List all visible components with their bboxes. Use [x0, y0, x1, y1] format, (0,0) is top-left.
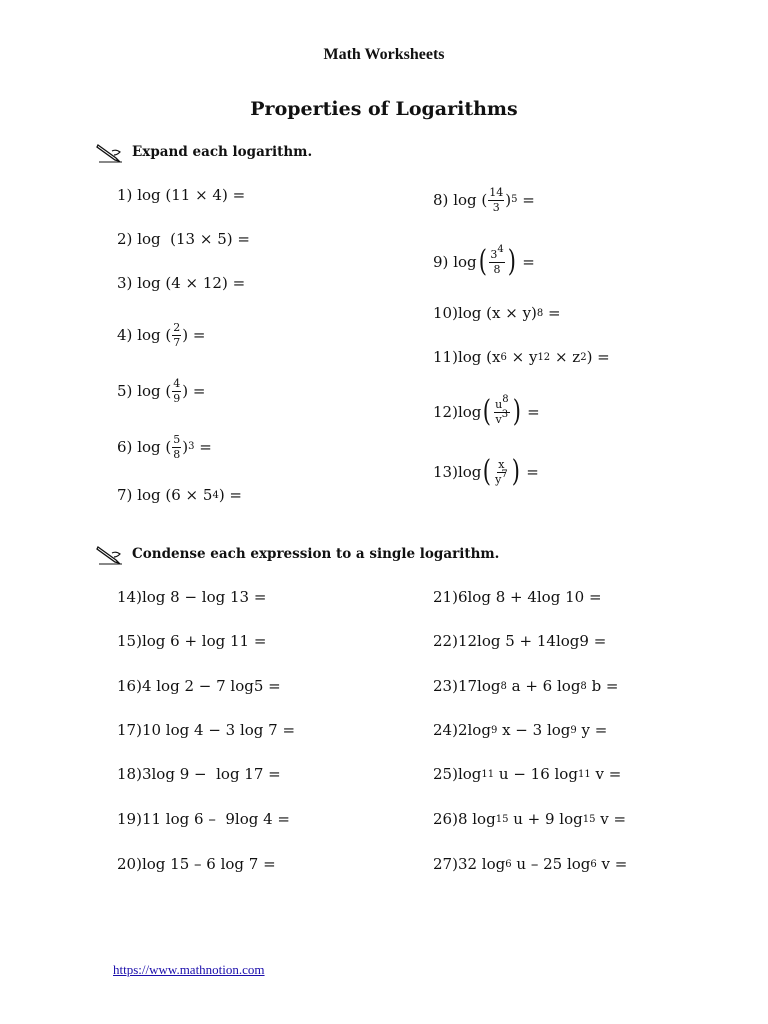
page-title: Properties of Logarithms: [250, 98, 518, 120]
fraction: $\frac{2}{7}$: [173, 320, 181, 349]
problem-2: 2) log (13 × 5) =: [117, 230, 250, 248]
fraction: $\frac{x}{y^7}$: [495, 457, 508, 486]
problem-13: 13) log ( $\frac{x}{y^7}$ ) =: [433, 454, 539, 489]
section-condense-heading: [96, 543, 499, 565]
fraction: $\frac{5}{8}$: [173, 432, 181, 461]
problem-27: 27) 32 log 6 u – 25 log 6 v =: [433, 855, 628, 873]
problem-24: 24) 2log 9 x − 3 log 9 y =: [433, 721, 608, 739]
problem-18: 18) 3log 9 − log 17 =: [117, 765, 281, 783]
problem-6: 6) log ( $\frac{5}{8}$ ) 3 =: [117, 432, 212, 461]
problem-16: 16) 4 log 2 − 7 log5 =: [117, 677, 281, 695]
problem-14: 14) log 8 − log 13 =: [117, 588, 267, 606]
problem-26: 26) 8 log 15 u + 9 log 15 v =: [433, 810, 627, 828]
problem-23: 23) 17log 8 a + 6 log 8 b =: [433, 677, 619, 695]
section-expand-heading: [96, 141, 312, 163]
fraction: $\frac{4}{9}$: [173, 376, 181, 405]
problem-11: 11) log (x 6 × y 12 × z 2 ) =: [433, 348, 610, 366]
problem-17: 17) 10 log 4 − 3 log 7 =: [117, 721, 296, 739]
problem-5: 5) log ( $\frac{4}{9}$ ) =: [117, 376, 206, 405]
problem-12: 12) log ( $\frac{u^8}{v^3}$ ) =: [433, 393, 540, 429]
problem-8: 8) log ( $\frac{14}{3}$ ) 5 =: [433, 185, 535, 214]
problem-19: 19) 11 log 6 – 9log 4 =: [117, 810, 290, 828]
fraction: $\frac{u^8}{v^3}$: [495, 393, 509, 426]
problem-3: 3) log (4 × 12) =: [117, 274, 246, 292]
problem-21: 21) 6log 8 + 4log 10 =: [433, 588, 602, 606]
problem-20: 20) log 15 – 6 log 7 =: [117, 855, 276, 873]
fraction: $\frac{14}{3}$: [489, 185, 504, 214]
problem-4: 4) log ( $\frac{2}{7}$ ) =: [117, 320, 206, 349]
footer-link[interactable]: https://www.mathnotion.com: [113, 962, 265, 977]
problem-25: 25) log 11 u − 16 log 11 v =: [433, 765, 622, 783]
problem-15: 15) log 6 + log 11 =: [117, 632, 267, 650]
fraction: $\frac{3^4}{8}$: [490, 243, 504, 276]
section-expand-title: Expand each logarithm.: [132, 144, 313, 160]
problem-7: 7) log (6 × 5 4 ) =: [117, 486, 243, 504]
problem-9: 9) log ( $\frac{3^4}{8}$ ) =: [433, 243, 535, 279]
header-title: Math Worksheets: [323, 46, 445, 63]
problem-1: 1) log (11 × 4) =: [117, 186, 246, 204]
problem-10: 10) log (x × y) 8 =: [433, 304, 561, 322]
section-condense-title: Condense each expression to a single logarithm.: [132, 546, 500, 562]
pencil-icon: [96, 141, 124, 163]
problem-22: 22) 12log 5 + 14log9 =: [433, 632, 607, 650]
pencil-icon: [96, 543, 124, 565]
